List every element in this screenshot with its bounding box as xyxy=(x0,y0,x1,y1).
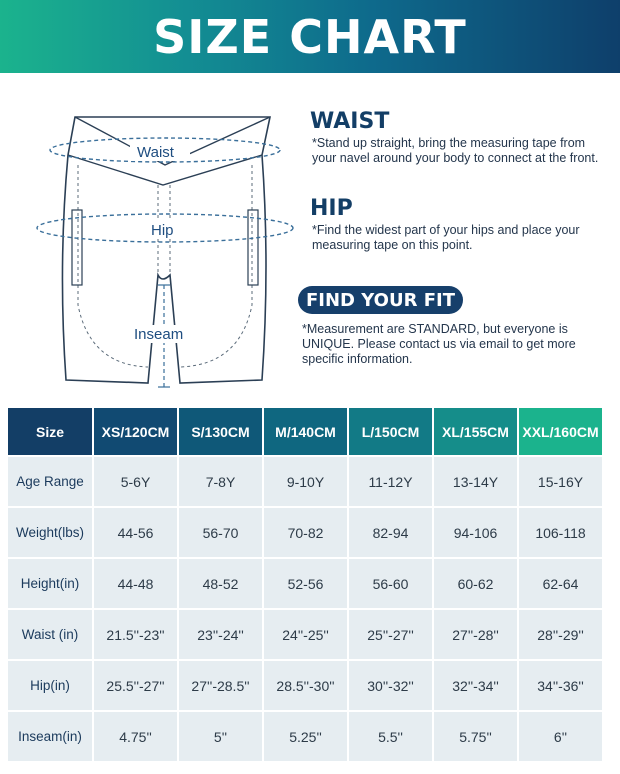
table-cell: 7-8Y xyxy=(179,457,262,506)
title-banner xyxy=(0,0,620,73)
fit-note: *Measurement are STANDARD, but everyone is UNIQUE. Please contact us via email to get more specific information. xyxy=(302,322,576,366)
table-cell: 52-56 xyxy=(264,559,347,608)
table-cell: 23''-24'' xyxy=(179,610,262,659)
table-cell: 21.5''-23'' xyxy=(94,610,177,659)
table-cell: 48-52 xyxy=(179,559,262,608)
table-cell: 28.5''-30'' xyxy=(264,661,347,710)
table-row xyxy=(8,508,602,557)
table-row xyxy=(8,661,602,710)
table-cell: 28''-29'' xyxy=(519,610,602,659)
row-label: Height(in) xyxy=(8,559,92,608)
row-label: Weight(lbs) xyxy=(8,508,92,557)
table-row xyxy=(8,610,602,659)
find-your-fit-badge: FIND YOUR FIT xyxy=(298,286,463,314)
table-cell: 4.75'' xyxy=(94,712,177,761)
size-table xyxy=(6,406,604,763)
table-cell: 5-6Y xyxy=(94,457,177,506)
column-header: M/140CM xyxy=(264,408,347,455)
hip-heading: HIP xyxy=(310,196,353,221)
table-cell: 44-48 xyxy=(94,559,177,608)
table-cell: 56-70 xyxy=(179,508,262,557)
column-header: XXL/160CM xyxy=(519,408,602,455)
table-cell: 25''-27'' xyxy=(349,610,432,659)
column-header: XL/155CM xyxy=(434,408,517,455)
row-label: Hip(in) xyxy=(8,661,92,710)
column-header: XS/120CM xyxy=(94,408,177,455)
table-cell: 56-60 xyxy=(349,559,432,608)
table-cell: 13-14Y xyxy=(434,457,517,506)
table-cell: 24''-25'' xyxy=(264,610,347,659)
table-cell: 11-12Y xyxy=(349,457,432,506)
row-label: Waist (in) xyxy=(8,610,92,659)
column-header: Size xyxy=(8,408,92,455)
table-cell: 6'' xyxy=(519,712,602,761)
table-cell: 34''-36'' xyxy=(519,661,602,710)
page-title: SIZE CHART xyxy=(153,9,467,64)
shorts-diagram xyxy=(30,105,300,395)
table-cell: 15-16Y xyxy=(519,457,602,506)
table-cell: 94-106 xyxy=(434,508,517,557)
waist-heading: WAIST xyxy=(310,109,390,134)
row-label: Inseam(in) xyxy=(8,712,92,761)
table-cell: 5.75'' xyxy=(434,712,517,761)
row-label: Age Range xyxy=(8,457,92,506)
hip-instructions: *Find the widest part of your hips and place your measuring tape on this point. xyxy=(312,223,580,252)
table-cell: 5'' xyxy=(179,712,262,761)
table-cell: 5.25'' xyxy=(264,712,347,761)
table-header-row xyxy=(8,408,602,455)
table-cell: 82-94 xyxy=(349,508,432,557)
table-cell: 25.5''-27'' xyxy=(94,661,177,710)
table-cell: 106-118 xyxy=(519,508,602,557)
inseam-label: Inseam xyxy=(134,326,184,343)
waist-label: Waist xyxy=(137,144,174,161)
table-cell: 32''-34'' xyxy=(434,661,517,710)
table-cell: 5.5'' xyxy=(349,712,432,761)
table-cell: 30''-32'' xyxy=(349,661,432,710)
table-row xyxy=(8,712,602,761)
table-cell: 60-62 xyxy=(434,559,517,608)
shorts-illustration xyxy=(30,105,300,395)
table-row xyxy=(8,559,602,608)
table-cell: 27''-28'' xyxy=(434,610,517,659)
column-header: S/130CM xyxy=(179,408,262,455)
column-header: L/150CM xyxy=(349,408,432,455)
table-cell: 44-56 xyxy=(94,508,177,557)
table-cell: 27''-28.5'' xyxy=(179,661,262,710)
table-cell: 70-82 xyxy=(264,508,347,557)
waist-instructions: *Stand up straight, bring the measuring tape from your navel around your body to connect at the front. xyxy=(312,136,599,165)
table-cell: 9-10Y xyxy=(264,457,347,506)
hip-label: Hip xyxy=(151,222,174,239)
table-cell: 62-64 xyxy=(519,559,602,608)
table-row xyxy=(8,457,602,506)
